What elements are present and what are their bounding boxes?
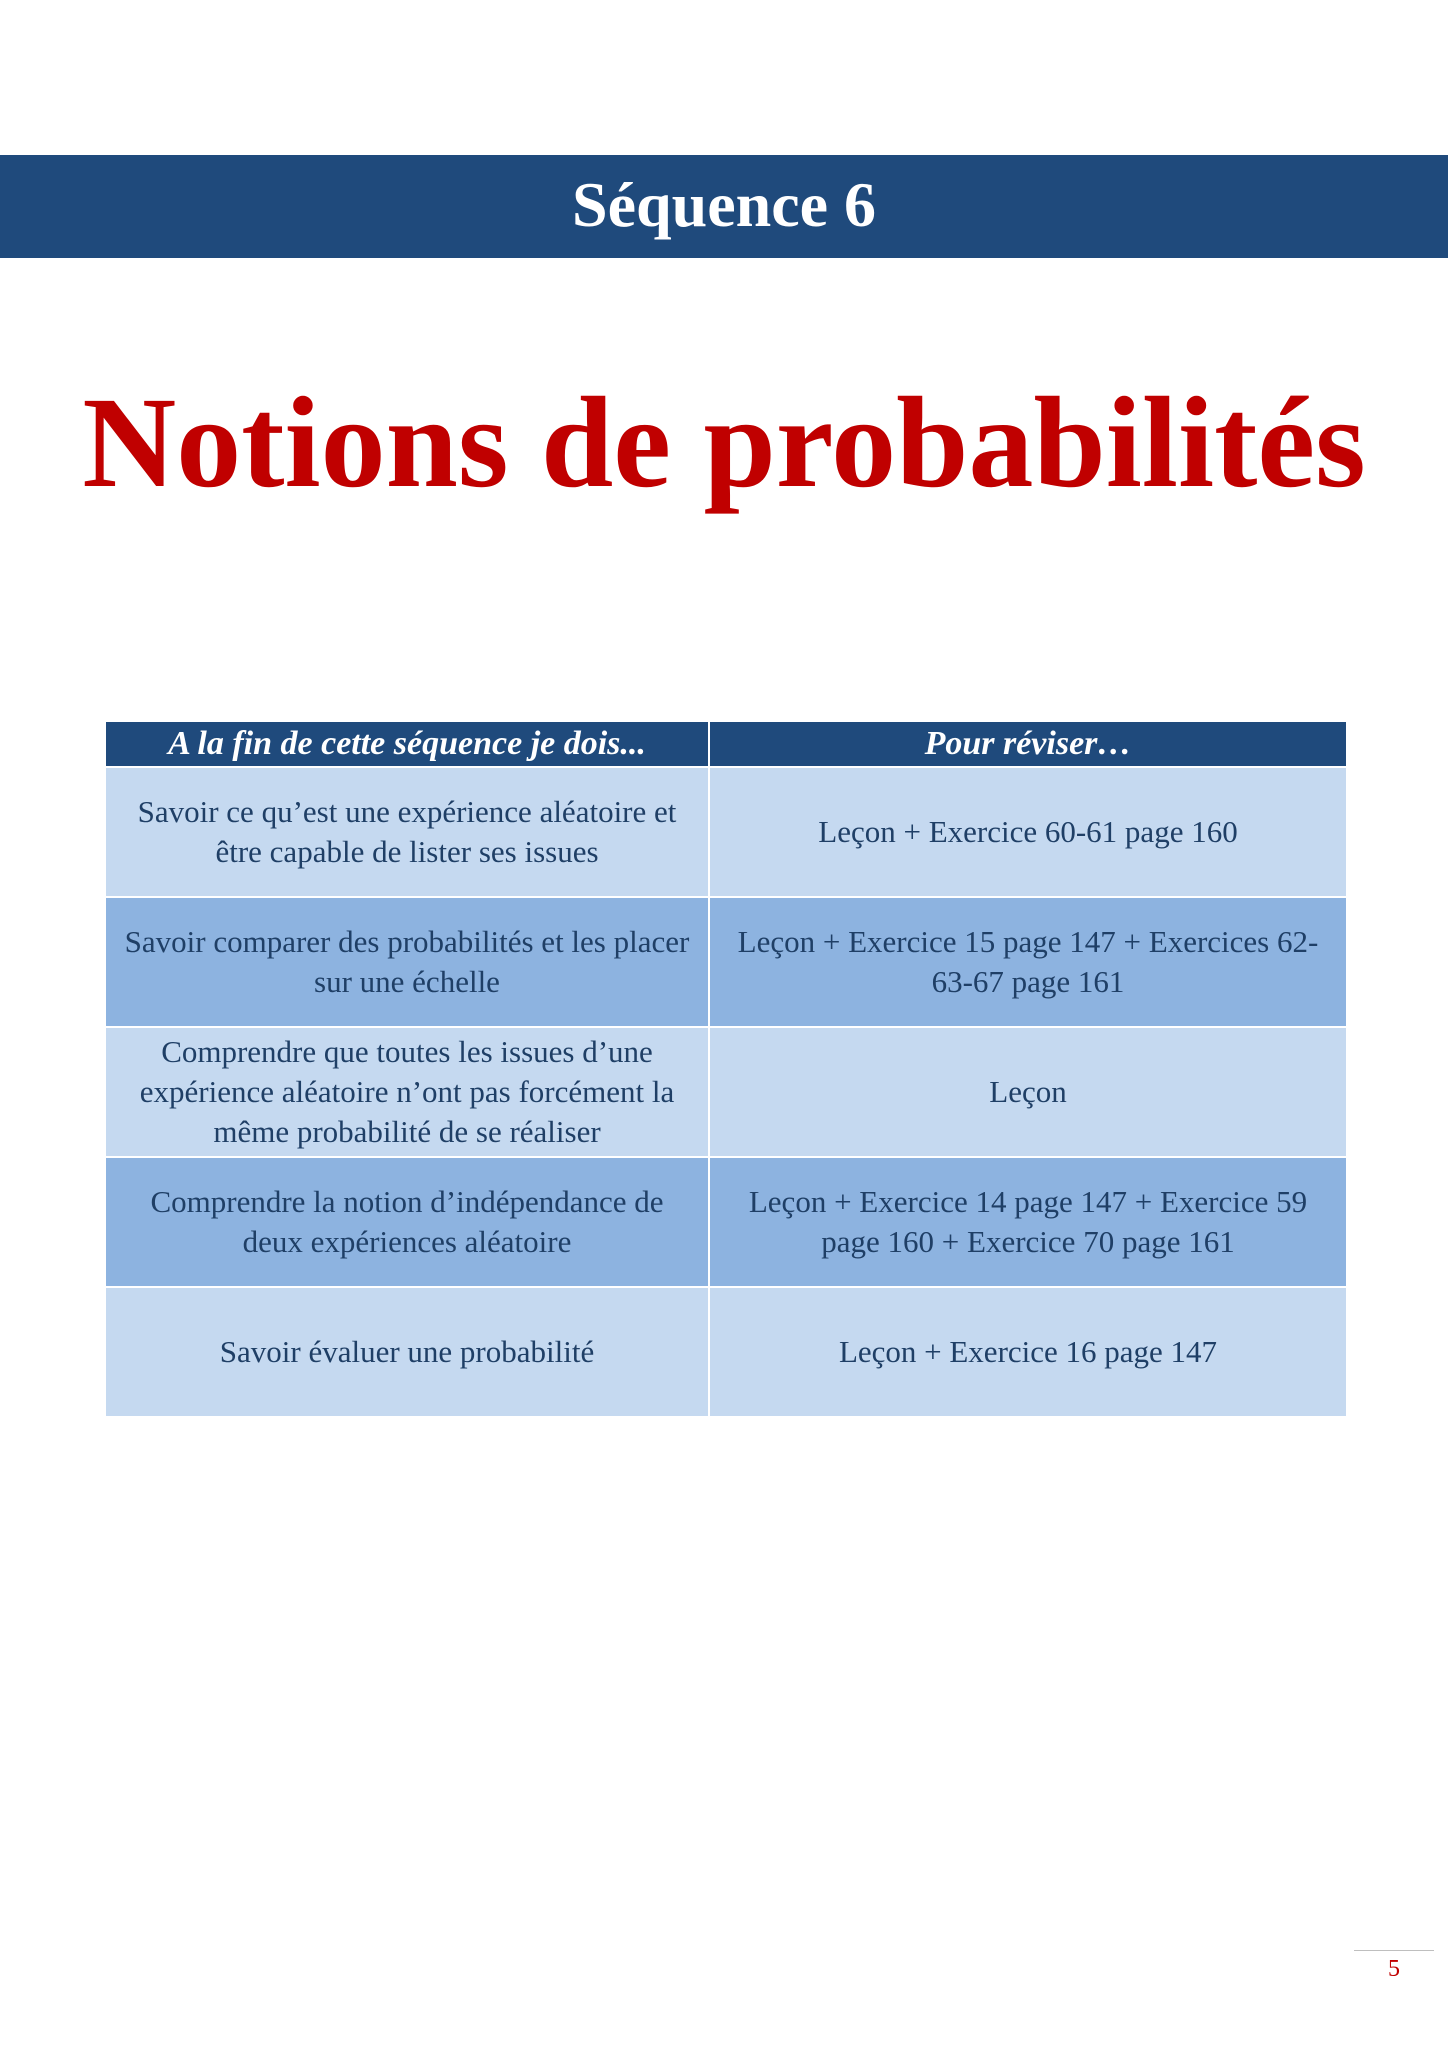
table-row xyxy=(105,767,1347,897)
sequence-banner xyxy=(0,155,1448,258)
objectives-table xyxy=(104,720,1348,1418)
revision-cell: Leçon + Exercice 16 page 147 xyxy=(709,1287,1347,1417)
objective-cell: Savoir comparer des probabilités et les placer sur une échelle xyxy=(105,897,709,1027)
sequence-label: Séquence 6 xyxy=(572,168,876,240)
table-header-row xyxy=(105,721,1347,767)
footer-divider xyxy=(1354,1950,1434,1951)
objective-cell: Savoir ce qu’est une expérience aléatoire et être capable de lister ses issues xyxy=(105,767,709,897)
revision-cell: Leçon + Exercice 60-61 page 160 xyxy=(709,767,1347,897)
objective-cell: Comprendre la notion d’indépendance de deux expériences aléatoire xyxy=(105,1157,709,1287)
objective-cell: Comprendre que toutes les issues d’une expérience aléatoire n’ont pas forcément la même probabilité de se réaliser xyxy=(105,1027,709,1157)
revision-cell: Leçon xyxy=(709,1027,1347,1157)
table-row xyxy=(105,1027,1347,1157)
revision-cell: Leçon + Exercice 15 page 147 + Exercices 62-63-67 page 161 xyxy=(709,897,1347,1027)
header-objectives: A la fin de cette séquence je dois... xyxy=(105,721,709,767)
objective-cell: Savoir évaluer une probabilité xyxy=(105,1287,709,1417)
page-number: 5 xyxy=(1388,1956,1400,1982)
table-row xyxy=(105,1157,1347,1287)
table-row xyxy=(105,1287,1347,1417)
page-title: Notions de probabilités xyxy=(82,371,1366,515)
header-revision: Pour réviser… xyxy=(709,721,1347,767)
table-row xyxy=(105,897,1347,1027)
revision-cell: Leçon + Exercice 14 page 147 + Exercice 59 page 160 + Exercice 70 page 161 xyxy=(709,1157,1347,1287)
